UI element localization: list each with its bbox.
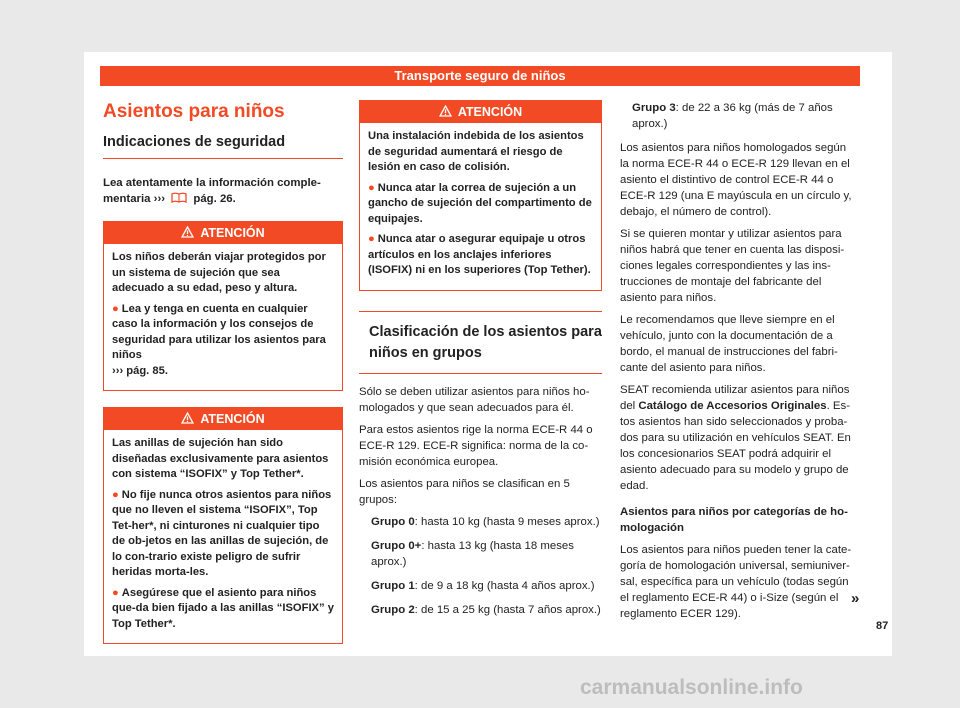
warning-bullet: [368, 232, 593, 279]
body-paragraph: Los asientos para niños pueden tener la cate-goría de homologación universal, semiuniver-sal, específica para un vehículo (todas según el reglamento ECE-R 44) o i-Size (según el reglamento ECER 129).: [620, 544, 852, 620]
warning-header: [104, 222, 342, 244]
book-icon: [171, 192, 187, 203]
body-text: SEAT recomienda utilizar asientos para niños del: [620, 384, 850, 412]
warning-bullet: [112, 302, 334, 380]
warning-triangle-icon: [181, 412, 194, 424]
warning-body: [104, 244, 342, 390]
warning-box: [103, 407, 343, 644]
warning-bullet-text: No fije nunca otros asientos para niños que no lleven el sistema “ISOFIX”, Top Tet-her*, ni cinturones ni cualquier tipo de ob-jetos en las anillas de sujeción, de lo con-trario existe peligro de sufrir heridas morta-les.: [112, 488, 332, 578]
warning-box: [103, 221, 343, 391]
body-paragraph: [620, 382, 858, 494]
continue-mark: »: [851, 590, 860, 607]
group-label: Grupo 3: [632, 102, 676, 114]
warning-title: ATENCIÓN: [200, 226, 265, 240]
section-title: Asientos para niños: [103, 101, 285, 122]
intro-arrow: ›››: [153, 193, 166, 205]
chapter-header: [100, 66, 860, 86]
group-item: [371, 538, 602, 570]
body-paragraph: Sólo se deben utilizar asientos para niños ho-mologados y que sean adecuados para él.: [359, 385, 590, 414]
group-item: [371, 578, 602, 594]
warning-bullet-ref: ››› pág. 85.: [112, 364, 168, 377]
body-paragraph: Los asientos para niños se clasifican en 5 grupos:: [359, 477, 570, 506]
column-left: [103, 100, 343, 660]
body-paragraph: Le recomendamos que lleve siempre en el vehículo, junto con la documentación de a bordo, el manual de instrucciones del fabri-cante del asiento para niños.: [620, 314, 838, 374]
warning-bullet: [112, 586, 334, 633]
intro-paragraph: [103, 175, 343, 207]
body-paragraph: Si se quieren montar y utilizar asientos para niños habrá que tener en cuenta las disposi-ciones legales correspondientes y las ins-trucciones de montaje del fabricante del asiento para niños.: [620, 228, 845, 304]
subsection-title: Indicaciones de seguridad: [103, 134, 343, 159]
group-label: Grupo 0+: [371, 539, 422, 552]
watermark: carmanualsonline.info: [580, 676, 803, 699]
body-paragraph: Los asientos para niños homologados según la norma ECE-R 44 o ECE-R 129 llevan en el asiento el distintivo de control ECE-R 44 o ECE-R 129 (una E mayúscula en un círculo y, debajo, el número de control).: [620, 142, 852, 218]
paragraph-heading: Asientos para niños por categorías de ho-mologación: [620, 506, 848, 534]
warning-bullet-text: Lea y tenga en cuenta en cualquier caso la información y los consejos de seguridad para utilizar los asientos para niños: [112, 302, 326, 361]
column-middle: [359, 100, 602, 626]
intro-text: Lea atentamente la información comple-mentaria: [103, 177, 321, 205]
warning-text: Una instalación indebida de los asientos de seguridad aumentará el riesgo de lesión en caso de colisión.: [368, 130, 584, 173]
warning-bullet-text: Nunca atar o asegurar equipaje u otros artículos en los anclajes inferiores (ISOFIX) ni en los superiores (Top Tether).: [368, 233, 591, 276]
group-item: [371, 514, 602, 530]
bullet-icon: ●: [368, 233, 375, 245]
warning-text: Los niños deberán viajar protegidos por un sistema de sujeción que sea adecuado a su edad, peso y altura.: [112, 251, 326, 294]
column-right: [620, 100, 858, 628]
bullet-icon: ●: [112, 586, 119, 599]
group-text: : hasta 13 kg (hasta 18 meses aprox.): [371, 539, 574, 568]
warning-box: [359, 100, 602, 291]
group-label: Grupo 2: [371, 603, 415, 616]
group-label: Grupo 0: [371, 515, 415, 528]
group-text: : hasta 10 kg (hasta 9 meses aprox.): [414, 515, 600, 528]
group-item: [371, 602, 602, 618]
group-text: : de 9 a 18 kg (hasta 4 años aprox.): [414, 579, 595, 592]
warning-header: [104, 408, 342, 430]
warning-bullet: [112, 488, 334, 581]
warning-bullet-text: Asegúrese que el asiento para niños que-da bien fijado a las anillas “ISOFIX” y Top Tether*.: [112, 586, 334, 630]
warning-triangle-icon: [439, 105, 452, 117]
bullet-icon: ●: [112, 302, 119, 315]
warning-text: Las anillas de sujeción han sido diseñadas exclusivamente para asientos con sistema “ISOFIX” y Top Tether*.: [112, 437, 329, 480]
warning-title: ATENCIÓN: [200, 412, 265, 426]
warning-body: [104, 430, 342, 643]
group-item: [632, 100, 858, 132]
warning-triangle-icon: [181, 226, 194, 238]
subsection-title: Clasificación de los asientos para niños en grupos: [359, 311, 602, 374]
group-label: Grupo 1: [371, 579, 415, 592]
intro-page-ref: pág. 26.: [193, 193, 236, 205]
warning-title: ATENCIÓN: [457, 105, 523, 119]
warning-bullet-text: Nunca atar la correa de sujeción a un gancho de sujeción del compartimento de equipajes.: [368, 181, 592, 225]
warning-bullet: [368, 181, 593, 228]
body-paragraph: Para estos asientos rige la norma ECE-R 44 o ECE-R 129. ECE-R significa: norma de la co-misión económica europea.: [359, 423, 593, 468]
warning-header: [360, 101, 601, 123]
bullet-icon: ●: [368, 181, 375, 194]
body-text: . Es-tos asientos han sido seleccionados y proba-dos para su utilización en vehículos SEAT. En los concesionarios SEAT podrá adquirir el asiento adecuado para su modelo y grupo de edad.: [620, 400, 851, 492]
group-text: : de 22 a 36 kg (más de 7 años aprox.): [632, 102, 833, 130]
chapter-title: Transporte seguro de niños: [394, 68, 566, 83]
catalog-name: Catálogo de Accesorios Originales: [638, 400, 827, 412]
bullet-icon: ●: [112, 488, 119, 501]
page-number: 87: [876, 620, 889, 632]
warning-body: [360, 123, 601, 290]
group-text: : de 15 a 25 kg (hasta 7 años aprox.): [414, 603, 601, 616]
